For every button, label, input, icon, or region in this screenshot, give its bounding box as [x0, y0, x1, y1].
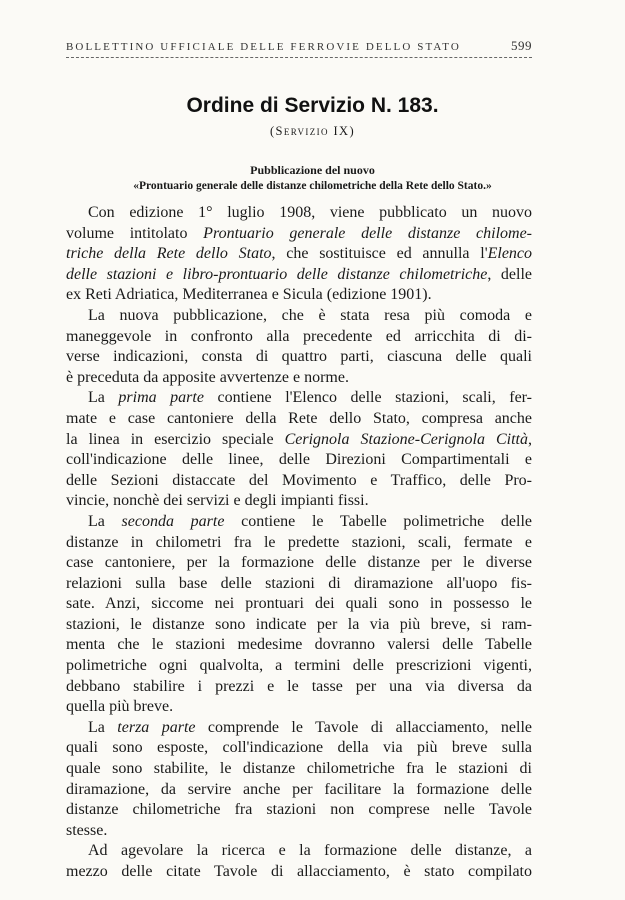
italic-text: Cerignola Stazione-Cerignola Città: [284, 430, 528, 448]
text-line: [66, 594, 532, 615]
text-segment: mate e case cantoniere della Rete dello Stato, compresa anche: [66, 409, 532, 427]
text-line: [66, 862, 532, 883]
text-line: [66, 388, 532, 409]
text-segment: diramazione, da servire anche per facilitare la formazione delle: [66, 780, 532, 798]
text-line: [66, 697, 532, 718]
text-segment: contiene le Tabelle polimetriche delle: [224, 512, 533, 530]
text-line: [66, 285, 532, 306]
text-line: [66, 203, 532, 224]
text-line: [66, 677, 532, 698]
text-segment: La: [88, 512, 122, 530]
text-segment: contiene l'Elenco delle stazioni, scali, fer-: [203, 389, 533, 407]
text-segment: quali sono esposte, coll'indicazione della via più breve sulla: [66, 739, 532, 757]
italic-text: Prontuario generale delle distanze chilome-: [203, 224, 532, 242]
running-header: [66, 38, 532, 54]
text-line: [66, 347, 532, 368]
text-segment: menta che le stazioni medesime dovranno valersi delle Tabelle: [66, 636, 532, 654]
publication-heading: Pubblicazione del nuovo: [250, 163, 375, 177]
text-segment: ,: [528, 430, 532, 448]
text-line: [66, 306, 532, 327]
text-segment: vincie, nonchè dei servizi e degli impianti fissi.: [66, 492, 369, 510]
text-segment: sate. Anzi, siccome nei prontuari dei quali sono in possesso le: [66, 595, 532, 613]
text-line: [66, 615, 532, 636]
text-segment: distanze in chilometri fra le predette stazioni, scali, fermate e: [66, 533, 532, 551]
text-line: [66, 780, 532, 801]
text-segment: La: [88, 718, 118, 736]
text-line: [66, 738, 532, 759]
text-segment: debbano stabilire i prezzi e le tasse per una via diversa da: [66, 677, 532, 695]
text-segment: Con edizione 1° luglio 1908, viene pubblicato un nuovo: [88, 204, 532, 221]
text-segment: coll'indicazione delle linee, delle Direzioni Compartimentali e: [66, 451, 532, 469]
text-segment: stazioni, le distanze sono indicate per la via più breve, si ram-: [66, 615, 532, 633]
italic-text: triche della Rete dello Stato: [66, 245, 272, 263]
text-segment: relazioni sulla base delle stazioni di diramazione all'uopo fis-: [66, 574, 532, 592]
text-line: [66, 471, 532, 492]
text-line: [66, 450, 532, 471]
text-line: [66, 574, 532, 595]
running-title: BOLLETTINO UFFICIALE DELLE FERROVIE DELLO STATO: [66, 41, 461, 53]
text-segment: quale sono stabilite, le distanze chilometriche fra le stazioni di: [66, 760, 532, 778]
italic-text: delle stazioni e libro-prontuario delle distanze chilometriche: [66, 265, 488, 283]
text-segment: la linea in esercizio speciale: [66, 430, 285, 448]
text-line: [66, 368, 532, 389]
text-segment: Ad agevolare la ricerca e la formazione delle distanze, a: [88, 842, 532, 860]
text-segment: è preceduta da apposite avvertenze e norme.: [66, 368, 349, 386]
text-segment: , delle: [487, 265, 533, 283]
text-line: [66, 512, 532, 533]
text-segment: mezzo delle citate Tavole di allacciamento, è stato compilato: [66, 863, 532, 880]
text-segment: quella più breve.: [66, 698, 174, 716]
text-line: [66, 224, 532, 245]
order-title: Ordine di Servizio N. 183.: [186, 94, 439, 117]
text-segment: stesse.: [66, 821, 108, 839]
text-segment: polimetriche ogni qualvolta, a termini delle prescrizioni vigenti,: [66, 657, 532, 675]
italic-text: Elenco: [487, 245, 533, 263]
text-line: [66, 718, 532, 739]
italic-text: prima parte: [118, 389, 204, 407]
text-segment: verse indicazioni, consta di quattro parti, ciascuna delle quali: [66, 348, 532, 366]
italic-text: seconda parte: [121, 512, 225, 530]
service-subtitle: (Servizio IX): [269, 124, 356, 138]
text-segment: La: [88, 389, 119, 407]
publication-subheading: «Prontuario generale delle distanze chilometriche della Rete dello Stato.»: [133, 180, 492, 192]
text-line: [66, 265, 532, 286]
text-line: [66, 800, 532, 821]
text-line: [66, 841, 532, 862]
text-line: [66, 656, 532, 677]
text-line: [66, 430, 532, 451]
text-segment: , che sostituisce ed annulla l': [271, 245, 488, 263]
text-segment: La nuova pubblicazione, che è stata resa più comoda e: [88, 306, 532, 324]
text-line: [66, 327, 532, 348]
page-number: 599: [511, 38, 532, 53]
text-line: [66, 821, 532, 842]
text-line: [66, 244, 532, 265]
text-segment: ex Reti Adriatica, Mediterranea e Sicula (edizione 1901).: [66, 286, 432, 304]
text-segment: case cantoniere, per la formazione delle distanze per le diverse: [66, 554, 532, 572]
header-rule: [66, 57, 532, 58]
text-line: [66, 491, 532, 512]
italic-text: terza parte: [117, 718, 196, 736]
text-segment: distanze chilometriche fra stazioni non comprese nelle Tavole: [66, 801, 532, 819]
text-segment: comprende le Tavole di allacciamento, nelle: [195, 718, 533, 736]
text-line: [66, 759, 532, 780]
text-line: [66, 553, 532, 574]
text-line: [66, 533, 532, 554]
body-text: [66, 203, 532, 883]
text-segment: maneggevole in confronto alla precedente ed arricchita di di-: [66, 327, 532, 345]
text-segment: volume intitolato: [66, 224, 204, 242]
text-line: [66, 409, 532, 430]
text-line: [66, 635, 532, 656]
text-segment: delle Sezioni distaccate del Movimento e Traffico, delle Pro-: [66, 471, 532, 489]
